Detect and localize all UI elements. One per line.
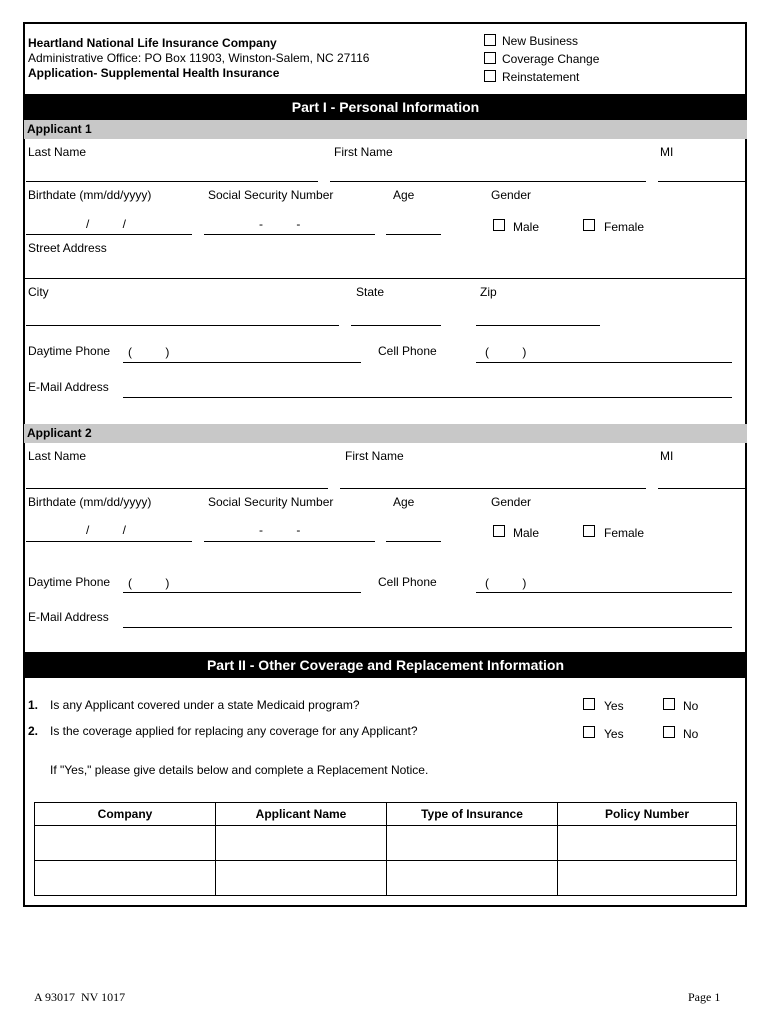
a2-daytime-phone-field[interactable] [123, 592, 361, 593]
row2-company-cell[interactable] [35, 861, 216, 896]
a2-last-name-label: Last Name [28, 449, 87, 463]
a2-birthdate-separators: / / [86, 523, 127, 537]
q1-yes-checkbox[interactable] [583, 698, 595, 710]
a1-ssn-field[interactable] [204, 234, 375, 235]
a2-age-label: Age [393, 495, 415, 509]
a1-zip-label: Zip [480, 285, 497, 299]
a1-cell-phone-label: Cell Phone [378, 344, 437, 358]
replacement-table [34, 802, 737, 896]
a2-email-field[interactable] [123, 627, 732, 628]
row1-company-cell[interactable] [35, 826, 216, 861]
a1-mi-label: MI [660, 145, 674, 159]
replacement-note: If "Yes," please give details below and complete a Replacement Notice. [50, 763, 429, 777]
a1-cell-phone-paren: ( ) [485, 345, 527, 359]
new-business-checkbox[interactable] [484, 34, 496, 46]
a1-birthdate-separators: / / [86, 217, 127, 231]
a2-cell-phone-field[interactable] [476, 592, 732, 593]
reinstatement-label: Reinstatement [502, 70, 580, 84]
a1-street-field[interactable] [24, 278, 747, 279]
application-title: Application- Supplemental Health Insurance [28, 66, 280, 80]
table-row [35, 861, 737, 896]
a1-state-label: State [356, 285, 385, 299]
a2-female-checkbox[interactable] [583, 525, 595, 537]
a2-male-label: Male [513, 526, 540, 540]
a2-cell-phone-label: Cell Phone [378, 575, 437, 589]
a2-ssn-field[interactable] [204, 541, 375, 542]
a1-daytime-phone-paren: ( ) [128, 345, 170, 359]
part2-title: Part II - Other Coverage and Replacement Information [24, 652, 747, 678]
a2-female-label: Female [604, 526, 645, 540]
a2-daytime-phone-label: Daytime Phone [28, 575, 111, 589]
row1-applicant-name-cell[interactable] [216, 826, 387, 861]
col-policy-number: Policy Number [558, 803, 737, 826]
applicant1-header [24, 120, 747, 139]
a1-last-name-label: Last Name [28, 145, 87, 159]
applicant2-header [24, 424, 747, 443]
a1-email-label: E-Mail Address [28, 380, 109, 394]
coverage-change-checkbox[interactable] [484, 52, 496, 64]
page-number: Page 1 [688, 990, 721, 1004]
form-id: A 93017 NV 1017 [34, 990, 126, 1004]
a1-street-label: Street Address [28, 241, 107, 255]
a2-age-field[interactable] [386, 541, 441, 542]
q2-yes-label: Yes [604, 727, 624, 741]
a1-gender-label: Gender [491, 188, 532, 202]
a2-birthdate-field[interactable] [26, 541, 192, 542]
applicant1-label: Applicant 1 [27, 122, 92, 136]
a1-female-label: Female [604, 220, 645, 234]
applicant2-label: Applicant 2 [27, 426, 92, 440]
a1-daytime-phone-field[interactable] [123, 362, 361, 363]
a2-first-name-label: First Name [345, 449, 404, 463]
col-type-of-insurance: Type of Insurance [387, 803, 558, 826]
a2-first-name-field[interactable] [340, 488, 646, 489]
row2-applicant-name-cell[interactable] [216, 861, 387, 896]
a1-female-checkbox[interactable] [583, 219, 595, 231]
a1-city-label: City [28, 285, 49, 299]
q2-text: Is the coverage applied for replacing any coverage for any Applicant? [50, 724, 418, 738]
row1-policy-number-cell[interactable] [558, 826, 737, 861]
col-company: Company [35, 803, 216, 826]
a1-first-name-label: First Name [334, 145, 393, 159]
part1-title: Part I - Personal Information [24, 94, 747, 120]
a2-male-checkbox[interactable] [493, 525, 505, 537]
table-header-row [35, 803, 737, 826]
a2-birthdate-label: Birthdate (mm/dd/yyyy) [28, 495, 152, 509]
a1-ssn-separators: - - [259, 217, 301, 231]
q2-no-label: No [683, 727, 699, 741]
a2-daytime-phone-paren: ( ) [128, 576, 170, 590]
a2-ssn-label: Social Security Number [208, 495, 334, 509]
q1-yes-label: Yes [604, 699, 624, 713]
col-applicant-name: Applicant Name [216, 803, 387, 826]
a2-gender-label: Gender [491, 495, 532, 509]
a1-first-name-field[interactable] [330, 181, 646, 182]
a1-birthdate-field[interactable] [26, 234, 192, 235]
a1-mi-field[interactable] [658, 181, 746, 182]
a1-zip-field[interactable] [476, 325, 600, 326]
row2-type-cell[interactable] [387, 861, 558, 896]
q1-no-checkbox[interactable] [663, 698, 675, 710]
a2-last-name-field[interactable] [26, 488, 328, 489]
q2-no-checkbox[interactable] [663, 726, 675, 738]
table-row [35, 826, 737, 861]
a1-male-label: Male [513, 220, 540, 234]
q1-text: Is any Applicant covered under a state Medicaid program? [50, 698, 360, 712]
new-business-label: New Business [502, 34, 579, 48]
row2-policy-number-cell[interactable] [558, 861, 737, 896]
a1-daytime-phone-label: Daytime Phone [28, 344, 111, 358]
a2-mi-label: MI [660, 449, 674, 463]
a1-birthdate-label: Birthdate (mm/dd/yyyy) [28, 188, 152, 202]
a1-last-name-field[interactable] [26, 181, 318, 182]
a1-ssn-label: Social Security Number [208, 188, 334, 202]
coverage-change-label: Coverage Change [502, 52, 600, 66]
a2-ssn-separators: - - [259, 523, 301, 537]
a2-email-label: E-Mail Address [28, 610, 109, 624]
reinstatement-checkbox[interactable] [484, 70, 496, 82]
a1-email-field[interactable] [123, 397, 732, 398]
company-name: Heartland National Life Insurance Company [28, 36, 277, 50]
company-address: Administrative Office: PO Box 11903, Winston-Salem, NC 27116 [28, 51, 370, 65]
q2-yes-checkbox[interactable] [583, 726, 595, 738]
q2-number: 2. [28, 724, 39, 738]
a2-mi-field[interactable] [658, 488, 746, 489]
q1-no-label: No [683, 699, 699, 713]
a1-city-field[interactable] [26, 325, 339, 326]
a1-male-checkbox[interactable] [493, 219, 505, 231]
a1-age-label: Age [393, 188, 415, 202]
a1-cell-phone-field[interactable] [476, 362, 732, 363]
q1-number: 1. [28, 698, 39, 712]
a2-cell-phone-paren: ( ) [485, 576, 527, 590]
a1-state-field[interactable] [351, 325, 441, 326]
row1-type-cell[interactable] [387, 826, 558, 861]
a1-age-field[interactable] [386, 234, 441, 235]
